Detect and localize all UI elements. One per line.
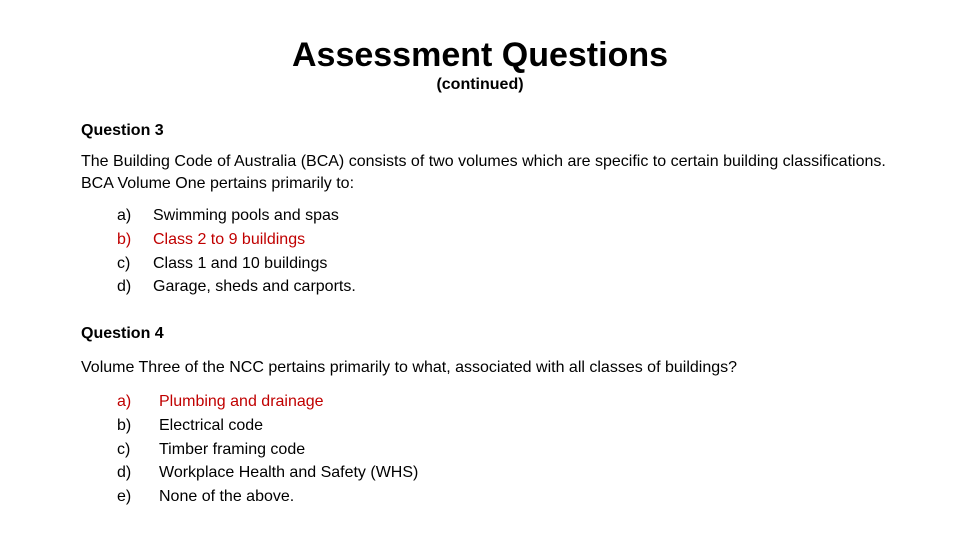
question-4-heading: Question 4: [81, 325, 164, 342]
option-text-correct: Plumbing and drainage: [159, 393, 324, 410]
option-letter: a): [117, 207, 132, 224]
option-letter: c): [117, 254, 131, 272]
option-letter: b): [117, 230, 132, 248]
option-text: Timber framing code: [159, 440, 306, 458]
option-letter: a): [117, 393, 132, 410]
page-title: Assessment Questions: [291, 36, 669, 74]
option-text: None of the above.: [159, 488, 295, 505]
option-text: Class 1 and 10 buildings: [153, 254, 328, 272]
option-letter: d): [117, 278, 132, 296]
option-letter: d): [117, 464, 132, 482]
option-letter: c): [117, 440, 131, 458]
option-letter: e): [117, 488, 132, 505]
question-3-text: The Building Code of Australia (BCA) consists of two volumes which are specific to certain building classifications. BCA Volume One pertains primarily to:: [81, 153, 886, 192]
option-text: Workplace Health and Safety (WHS): [159, 464, 419, 482]
option-text-correct: Class 2 to 9 buildings: [153, 230, 306, 248]
option-text: Electrical code: [159, 416, 264, 434]
option-text: Swimming pools and spas: [153, 207, 339, 224]
option-text: Garage, sheds and carports.: [153, 278, 356, 296]
page-subtitle: (continued): [436, 76, 524, 93]
option-letter: b): [117, 416, 132, 434]
question-3-heading: Question 3: [81, 122, 164, 139]
question-4-text: Volume Three of the NCC pertains primarily to what, associated with all classes of buildings?: [81, 359, 738, 376]
